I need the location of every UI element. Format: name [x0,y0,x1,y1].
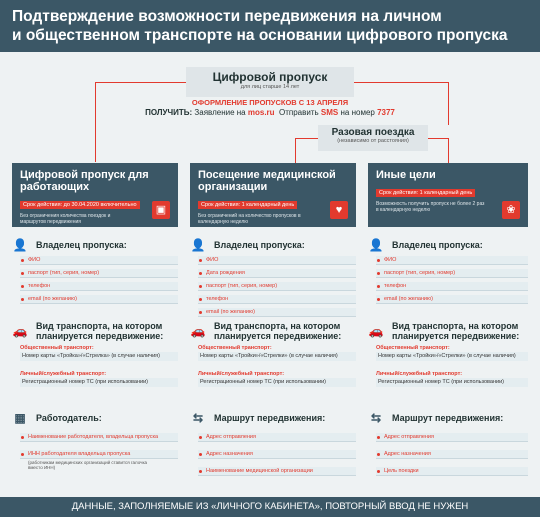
get-app: Заявление на [194,108,246,117]
card-description: Без ограничений на количество пропусков в календарную неделю [198,213,301,225]
owner-field[interactable]: телефон [20,282,178,291]
owner-field[interactable]: email (по желанию) [198,308,356,317]
extra-label: Маршрут передвижения: [392,413,504,423]
extra-field[interactable]: Цель поездки [376,467,528,476]
extra-label: Маршрут передвижения: [214,413,326,423]
arrow-right [354,82,449,125]
owner-field[interactable]: паспорт (тип, серия, номер) [198,282,356,291]
sms-text: SMS [320,108,339,117]
transport-label: Вид транспорта, на котором планируется передвижение: [214,321,342,341]
owner-field[interactable]: ФИО [198,256,356,265]
digital-pass-subtitle: для лиц старше 14 лет [240,84,300,90]
heart-icon: ♥ [330,201,348,219]
extra-field[interactable]: Адрес отправления [198,433,356,442]
digital-pass-box [186,67,354,97]
briefcase-icon: ▣ [152,201,170,219]
owner-field[interactable]: email (по желанию) [376,295,528,304]
private-transport-label: Личный/служебный транспорт: [376,371,463,377]
route-icon: ⇆ [192,411,204,425]
footer-note: ДАННЫЕ, ЗАПОЛНЯЕМЫЕ ИЗ «ЛИЧНОГО КАБИНЕТА», ПОВТОРНЫЙ ВВОД НЕ НУЖЕН [0,497,540,517]
extra-note: (работникам медицинских организаций ставится галочка вместо ИНН) [28,460,148,470]
owner-field[interactable]: Дата рождения [198,269,356,278]
public-transport-label: Общественный транспорт: [376,345,450,351]
get-send: Отправить [279,108,319,117]
private-transport-field[interactable]: Регистрационный номер ТС (при использовании) [20,378,178,387]
transport-label: Вид транспорта, на котором планируется передвижение: [392,321,520,341]
card-title: Посещение медицинской организации [198,169,336,193]
owner-field[interactable]: ФИО [20,256,178,265]
private-transport-field[interactable]: Регистрационный номер ТС (при использовании) [198,378,356,387]
owner-field[interactable]: телефон [376,282,528,291]
owner-label: Владелец пропуска: [36,240,127,250]
owner-label: Владелец пропуска: [214,240,305,250]
car-icon: 🚗 [368,324,384,338]
extra-field[interactable]: Наименование работодателя, владельца пропуска [20,433,178,442]
private-transport-label: Личный/служебный транспорт: [198,371,285,377]
header-line-1: Подтверждение возможности передвижения на личном [12,8,442,25]
arrow-left [95,82,186,162]
car-icon: 🚗 [12,324,28,338]
extra-section [190,411,356,476]
person-icon: 👤 [12,238,28,252]
extra-field[interactable]: Адрес назначения [376,450,528,459]
owner-field[interactable]: паспорт (тип, серия, номер) [376,269,528,278]
public-transport-field[interactable]: Номер карты «Тройка»/«Стрелка» (в случае наличия) [20,352,178,361]
arrow-single [428,138,449,163]
card-title: Цифровой пропуск для работающих [20,169,149,193]
get-prefix: ПОЛУЧИТЬ: [145,108,193,117]
public-transport-field[interactable]: Номер карты «Тройки»/«Стрелки» (в случае наличия) [376,352,528,361]
owner-field[interactable]: телефон [198,295,356,304]
extra-section [12,411,178,470]
person-icon: 👤 [190,238,206,252]
public-transport-label: Общественный транспорт: [198,345,272,351]
card-title: Иные цели [376,169,436,181]
column-3 [368,163,528,490]
person-icon: 👤 [368,238,384,252]
pass-card [190,163,356,227]
card-description: Без ограничения количества поездок и маршрутов передвижения [20,213,111,225]
validity-badge: Срок действия: 1 календарный день [376,189,475,197]
header-line-2: и общественном транспорте на основании цифрового пропуска [12,27,508,44]
owner-field[interactable]: email (по желанию) [20,295,178,304]
extra-field[interactable]: Адрес назначения [198,450,356,459]
extra-field[interactable]: Наименование медицинской организации [198,467,356,476]
transport-label: Вид транспорта, на котором планируется передвижение: [36,321,164,341]
order-date-text: ОФОРМЛЕНИЕ ПРОПУСКОВ С 13 АПРЕЛЯ [191,98,349,107]
owner-field[interactable]: ФИО [376,256,528,265]
owner-section [12,238,178,304]
validity-badge: Срок действия: до 30.04.2020 включительно [20,201,140,209]
owner-section [190,238,356,317]
extra-field[interactable]: ИНН работодателя владельца пропуска [20,450,178,459]
pass-card [12,163,178,227]
mos-ru-link[interactable]: mos.ru [247,108,275,117]
transport-section [368,321,528,387]
private-transport-field[interactable]: Регистрационный номер ТС (при использовании) [376,378,528,387]
public-transport-label: Общественный транспорт: [20,345,94,351]
owner-field[interactable]: паспорт (тип, серия, номер) [20,269,178,278]
transport-section [12,321,178,387]
private-transport-label: Личный/служебный транспорт: [20,371,107,377]
extra-label: Работодатель: [36,413,102,423]
extra-field[interactable]: Адрес отправления [376,433,528,442]
transport-section [190,321,356,387]
route-icon: ⇆ [370,411,382,425]
page-header [0,0,540,52]
arrow-down [295,138,318,163]
flower-icon: ❀ [502,201,520,219]
extra-section [368,411,528,476]
public-transport-field[interactable]: Номер карты «Тройки»/«Стрелки» (в случае наличия) [198,352,356,361]
single-trip-subtitle: (независимо от расстояния) [337,138,409,144]
owner-label: Владелец пропуска: [392,240,483,250]
pass-card [368,163,528,227]
digital-pass-title: Цифровой пропуск [212,70,328,84]
card-description: Возможность получить пропуск не более 2 раз в календарную неделю [376,201,485,213]
validity-badge: Срок действия: 1 календарный день [198,201,297,209]
sms-number: 7377 [377,108,395,117]
single-trip-box [318,125,428,151]
car-icon: 🚗 [190,324,206,338]
column-2 [190,163,356,490]
get-on: на номер [340,108,375,117]
owner-section [368,238,528,304]
building-icon: ▦ [14,411,26,425]
single-trip-title: Разовая поездка [331,127,415,138]
column-1 [12,163,178,490]
